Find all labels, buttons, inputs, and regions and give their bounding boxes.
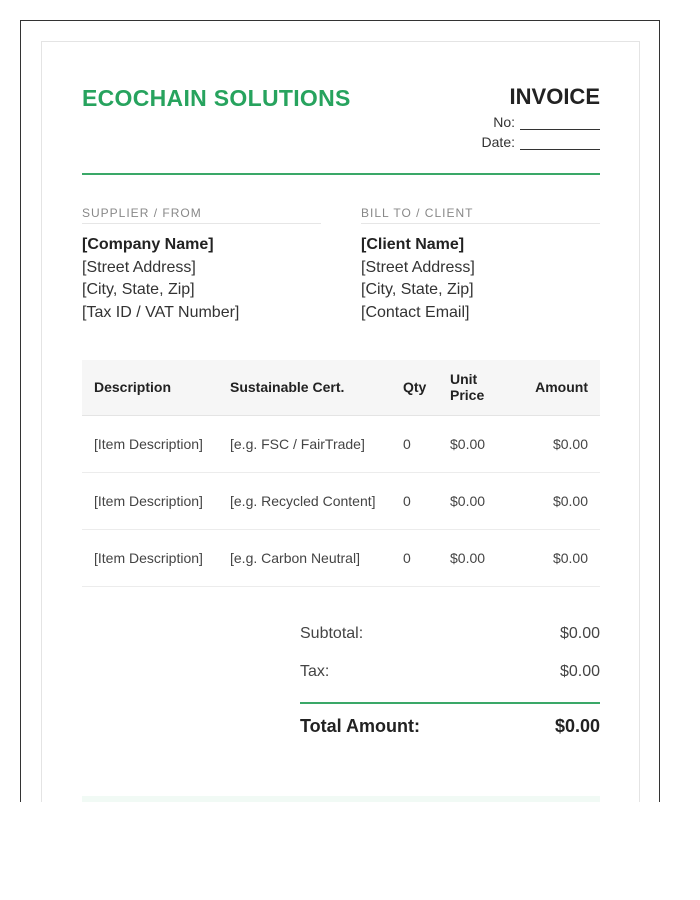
subtotal-label: Subtotal:	[300, 625, 364, 642]
client-email: [Contact Email]	[361, 304, 470, 322]
subtotal-value: $0.00	[559, 625, 600, 642]
cell-qty[interactable]: 0	[391, 529, 438, 586]
invoice-number-label: No:	[493, 114, 515, 130]
tax-label: Tax:	[300, 663, 330, 680]
supplier-street: [Street Address]	[82, 258, 196, 276]
total-row	[300, 716, 600, 737]
col-header-unit-price: Unit Price	[438, 360, 511, 415]
table-header-row	[82, 360, 600, 415]
total-value: $0.00	[554, 716, 600, 736]
col-header-description: Description	[82, 360, 218, 415]
cell-unit-price[interactable]: $0.00	[438, 529, 511, 586]
supplier-name: [Company Name]	[82, 236, 214, 253]
cell-description[interactable]: [Item Description]	[82, 529, 218, 586]
total-divider	[300, 702, 600, 704]
invoice-date-label: Date:	[481, 134, 515, 150]
cell-amount: $0.00	[511, 472, 600, 529]
company-brand: ECOCHAIN SOLUTIONS	[82, 85, 351, 111]
client-street: [Street Address]	[361, 258, 475, 276]
subtotal-row	[300, 625, 600, 643]
invoice-date-blank[interactable]	[520, 135, 600, 150]
col-header-amount: Amount	[511, 360, 600, 415]
supplier-city: [City, State, Zip]	[82, 281, 195, 299]
cell-unit-price[interactable]: $0.00	[438, 415, 511, 472]
tax-row	[300, 663, 600, 681]
table-row	[82, 529, 600, 586]
tax-value: $0.00	[559, 663, 600, 680]
header-divider	[82, 173, 600, 175]
line-items-table	[82, 360, 600, 587]
col-header-cert: Sustainable Cert.	[218, 360, 391, 415]
cell-cert[interactable]: [e.g. Carbon Neutral]	[218, 529, 391, 586]
invoice-number-line	[493, 114, 600, 130]
cell-unit-price[interactable]: $0.00	[438, 472, 511, 529]
invoice-date-line	[482, 134, 600, 150]
cell-qty[interactable]: 0	[391, 472, 438, 529]
client-block	[361, 206, 600, 325]
total-label: Total Amount:	[300, 716, 420, 736]
client-name: [Client Name]	[361, 236, 465, 253]
cell-cert[interactable]: [e.g. Recycled Content]	[218, 472, 391, 529]
col-header-qty: Qty	[391, 360, 438, 415]
cell-description[interactable]: [Item Description]	[82, 415, 218, 472]
supplier-block	[82, 206, 321, 325]
invoice-number-blank[interactable]	[520, 115, 600, 130]
table-row	[82, 415, 600, 472]
client-city: [City, State, Zip]	[361, 281, 474, 299]
cell-description[interactable]: [Item Description]	[82, 472, 218, 529]
notes-strip	[82, 796, 600, 802]
cell-amount: $0.00	[511, 415, 600, 472]
supplier-heading: SUPPLIER / FROM	[82, 206, 321, 224]
client-heading: BILL TO / CLIENT	[361, 206, 600, 224]
invoice-title: INVOICE	[509, 84, 600, 109]
cell-amount: $0.00	[511, 529, 600, 586]
table-row	[82, 472, 600, 529]
cell-cert[interactable]: [e.g. FSC / FairTrade]	[218, 415, 391, 472]
supplier-tax-id: [Tax ID / VAT Number]	[82, 304, 240, 322]
cell-qty[interactable]: 0	[391, 415, 438, 472]
